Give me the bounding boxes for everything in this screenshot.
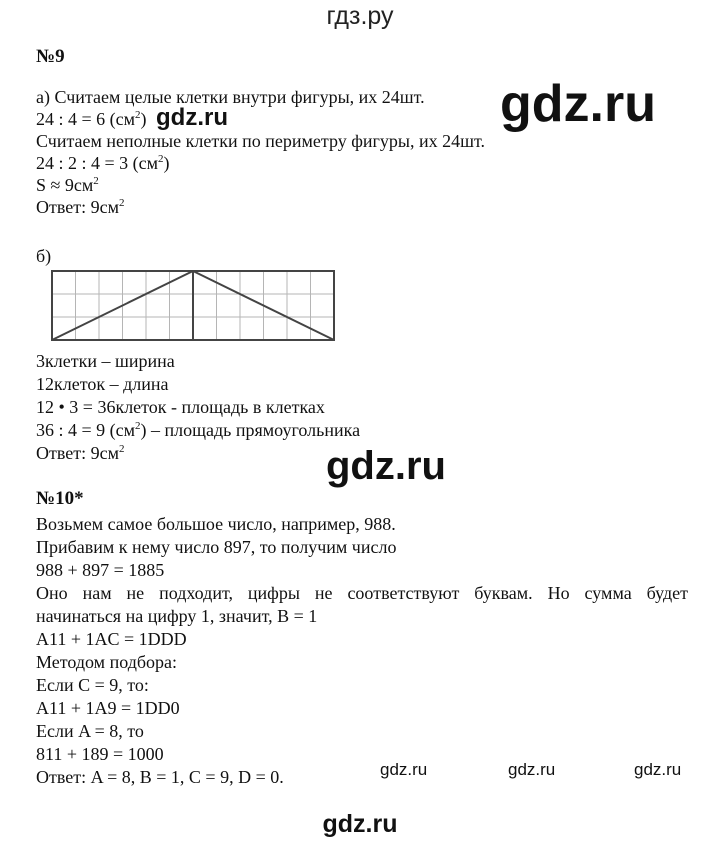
task10-line8: Если C = 9, то: <box>36 675 149 695</box>
task10-line9: A11 + 1A9 = 1DD0 <box>36 698 180 718</box>
site-header: гдз.ру <box>326 2 394 30</box>
task10-line2: Прибавим к нему число 897, то получим число <box>36 537 397 557</box>
task10-line11: 811 + 189 = 1000 <box>36 744 164 764</box>
rectangle-figure <box>44 266 344 346</box>
watermark-bottom-1: gdz.ru <box>380 760 428 779</box>
task10-line12: Ответ: A = 8, B = 1, C = 9, D = 0. <box>36 767 284 787</box>
task10-line3: 988 + 897 = 1885 <box>36 560 165 580</box>
task9-b-label: б) <box>36 246 52 266</box>
task10-line6: A11 + 1AC = 1DDD <box>36 629 187 649</box>
task9-b-line5: Ответ: $9см^2$ <box>36 443 125 463</box>
watermark-large: gdz.ru <box>500 75 656 133</box>
task10-line1: Возьмем самое большое число, например, 988. <box>36 514 396 534</box>
site-footer: gdz.ru <box>322 810 398 838</box>
task9-b-line4: 36 : 4 = 9 $(см^2)$ – площадь прямоугольника <box>36 420 361 440</box>
task9-b-line3: 12 • 3 = 36клеток - площадь в клетках <box>36 397 325 417</box>
watermark-center: gdz.ru <box>326 444 446 488</box>
task9-b-line2: 12клеток – длина <box>36 374 169 394</box>
watermark-bottom-3: gdz.ru <box>634 760 682 779</box>
watermark-small-overlay: gdz.ru <box>156 104 228 131</box>
task10-line5: начинаться на цифру 1, значит, B = 1 <box>36 606 318 626</box>
task10-line10: Если A = 8, то <box>36 721 144 741</box>
task9-a-line2: 24 : 4 = 6 $(см^2)$ <box>36 109 147 129</box>
task10-line4: Оно нам не подходит, цифры не соответствуют буквам. Но сумма будет <box>36 583 688 603</box>
task9-heading: №9 <box>36 46 65 67</box>
task9-a-line3: Считаем неполные клетки по периметру фигуры, их 24шт. <box>36 131 485 151</box>
task9-b-line1: 3клетки – ширина <box>36 351 175 371</box>
task9-a-line1: а) Считаем целые клетки внутри фигуры, их 24шт. <box>36 87 425 107</box>
task9-a-line6: Ответ: $9см^2$ <box>36 197 125 217</box>
task10-line7: Методом подбора: <box>36 652 177 672</box>
task9-a-line5: $S \approx 9см^2$ <box>36 175 99 195</box>
watermark-bottom-2: gdz.ru <box>508 760 556 779</box>
task9-a-line4: 24 : 2 : 4 = 3 $(см^2)$ <box>36 153 170 173</box>
task10-heading: №10* <box>36 488 84 509</box>
